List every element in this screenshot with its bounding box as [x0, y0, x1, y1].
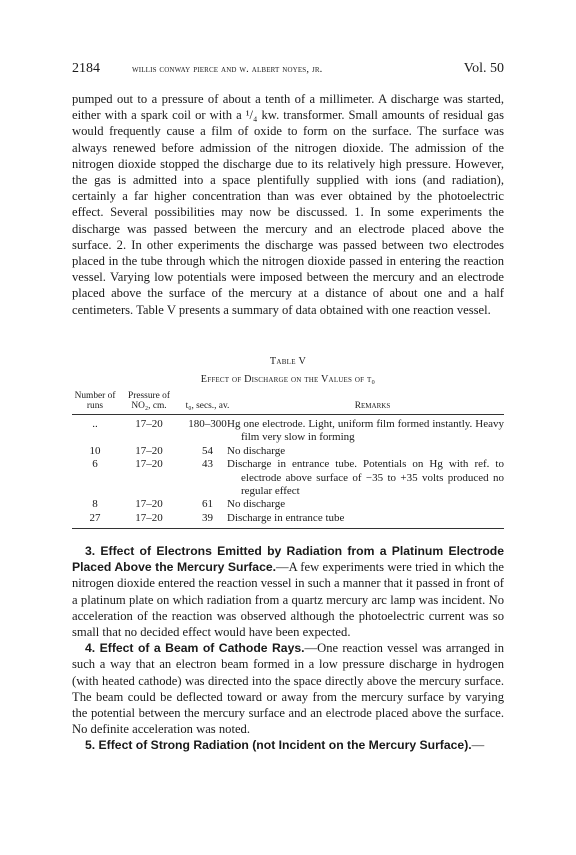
running-header [72, 61, 504, 81]
cell-runs: .. [92, 418, 98, 430]
cell-t0: 180–300 [188, 418, 227, 430]
cell-pressure: 17–20 [135, 444, 163, 457]
cell-pressure: 17–20 [118, 512, 180, 529]
volume-label: Vol. 50 [463, 61, 504, 76]
table-row [72, 445, 504, 458]
section-4-heading: 4. Effect of a Beam of Cathode Rays. [85, 641, 305, 656]
cell-t0: 61 [202, 498, 213, 511]
section-4-paragraph [72, 640, 504, 737]
sections-block [72, 543, 504, 754]
page-number: 2184 [72, 61, 100, 76]
cell-runs: 8 [92, 498, 98, 511]
section-5-heading: 5. Effect of Strong Radiation (not Incident on the Mercury Surface). [85, 738, 472, 753]
section-3-heading: 3. Effect of Electrons Emitted by Radiation from a Platinum Electrode Placed Above the Mercury Surface. [72, 544, 504, 575]
cell-t0: 43 [202, 458, 213, 471]
cell-remarks: Hg one electrode. Light, uniform film formed instantly. Heavy film very slow in forming [227, 418, 504, 444]
cell-pressure: 17–20 [135, 418, 163, 430]
running-head-authors: willis conway pierce and w. albert noyes, jr. [132, 64, 323, 75]
cell-t0: 39 [180, 512, 235, 529]
table-row [72, 415, 504, 445]
cell-runs: 10 [89, 444, 101, 457]
table-title: Effect of Discharge on the Values of t₀ [200, 374, 376, 385]
cell-pressure: 17–20 [135, 458, 163, 471]
cell-remarks: Discharge in entrance tube. Potentials on Hg with ref. to electrode above surface of −35 to +35 volts produced no regular effect [227, 458, 504, 498]
table-row [72, 458, 504, 498]
body-paragraph-1 [72, 91, 504, 318]
column-header-pressure: Pressure of NO₂, cm. [118, 391, 180, 415]
table-row [72, 512, 504, 529]
column-header-t0: t₀, secs., av. [180, 391, 235, 415]
paragraph-text: pumped out to a pressure of about a tenth of a millimeter. A discharge was started, either with a spark coil or with a ¹/₄ kw. transformer. Small amounts of residual gas would frequently cause a film of oxide to form on the surface. The surface was always renewed before admission of the nitrogen dioxide. The admission of the nitrogen dioxide stopped the discharge due to its relatively high pressure. However, the gas is admitted into a space plentifully supplied with ions (and radiation), certainly a far higher concentration than was ever obtained by the photoelectric effect. Several possibilities may now be discussed. 1. In some experiments the discharge was passed between the mercury and an electrode placed above the surface. 2. In other experiments the discharge was passed between two electrodes placed in the tube through which the nitrogen dioxide passed in entering the reaction vessel. Varying low potentials were imposed between the mercury and an electrode placed above the surface of the mercury at a distance of about one and a half centimeters. Table V presents a summary of data obtained with one reaction vessel. [72, 92, 504, 317]
cell-remarks: No discharge [227, 498, 286, 511]
section-3-paragraph [72, 543, 504, 640]
data-table [72, 391, 504, 529]
cell-t0: 54 [202, 444, 213, 457]
section-3-text: —A few experiments were tried in which the nitrogen dioxide entered the reaction vessel in such a manner that it passed in front of a platinum plate on which radiation from a quartz mercury arc lamp was incident. No acceleration of the reaction was observed although the photoelectric current was so small that no decided effect would have been expected. [72, 560, 504, 640]
section-5-text: — [471, 738, 485, 753]
cell-remarks: No discharge [227, 444, 286, 457]
table-label: Table V [269, 356, 307, 367]
section-5-paragraph [72, 737, 504, 753]
column-header-runs: Number of runs [72, 391, 118, 415]
section-4-text: —One reaction vessel was arranged in such a way that an electron beam formed in a low pressure discharge in hydrogen (with heated cathode) was directed into the space directly above the mercury surface. The beam could be deflected toward or away from the mercury surface by varying the potential between the mercury surface and an electrode placed above the surface. No definite acceleration was noted. [72, 641, 504, 737]
cell-remarks: Discharge in entrance tube [235, 512, 504, 529]
table-header-row [72, 391, 504, 415]
table-row [72, 498, 504, 511]
cell-runs: 27 [72, 512, 118, 529]
cell-pressure: 17–20 [135, 498, 163, 511]
column-header-remarks: Remarks [235, 391, 504, 415]
cell-runs: 6 [92, 458, 98, 471]
